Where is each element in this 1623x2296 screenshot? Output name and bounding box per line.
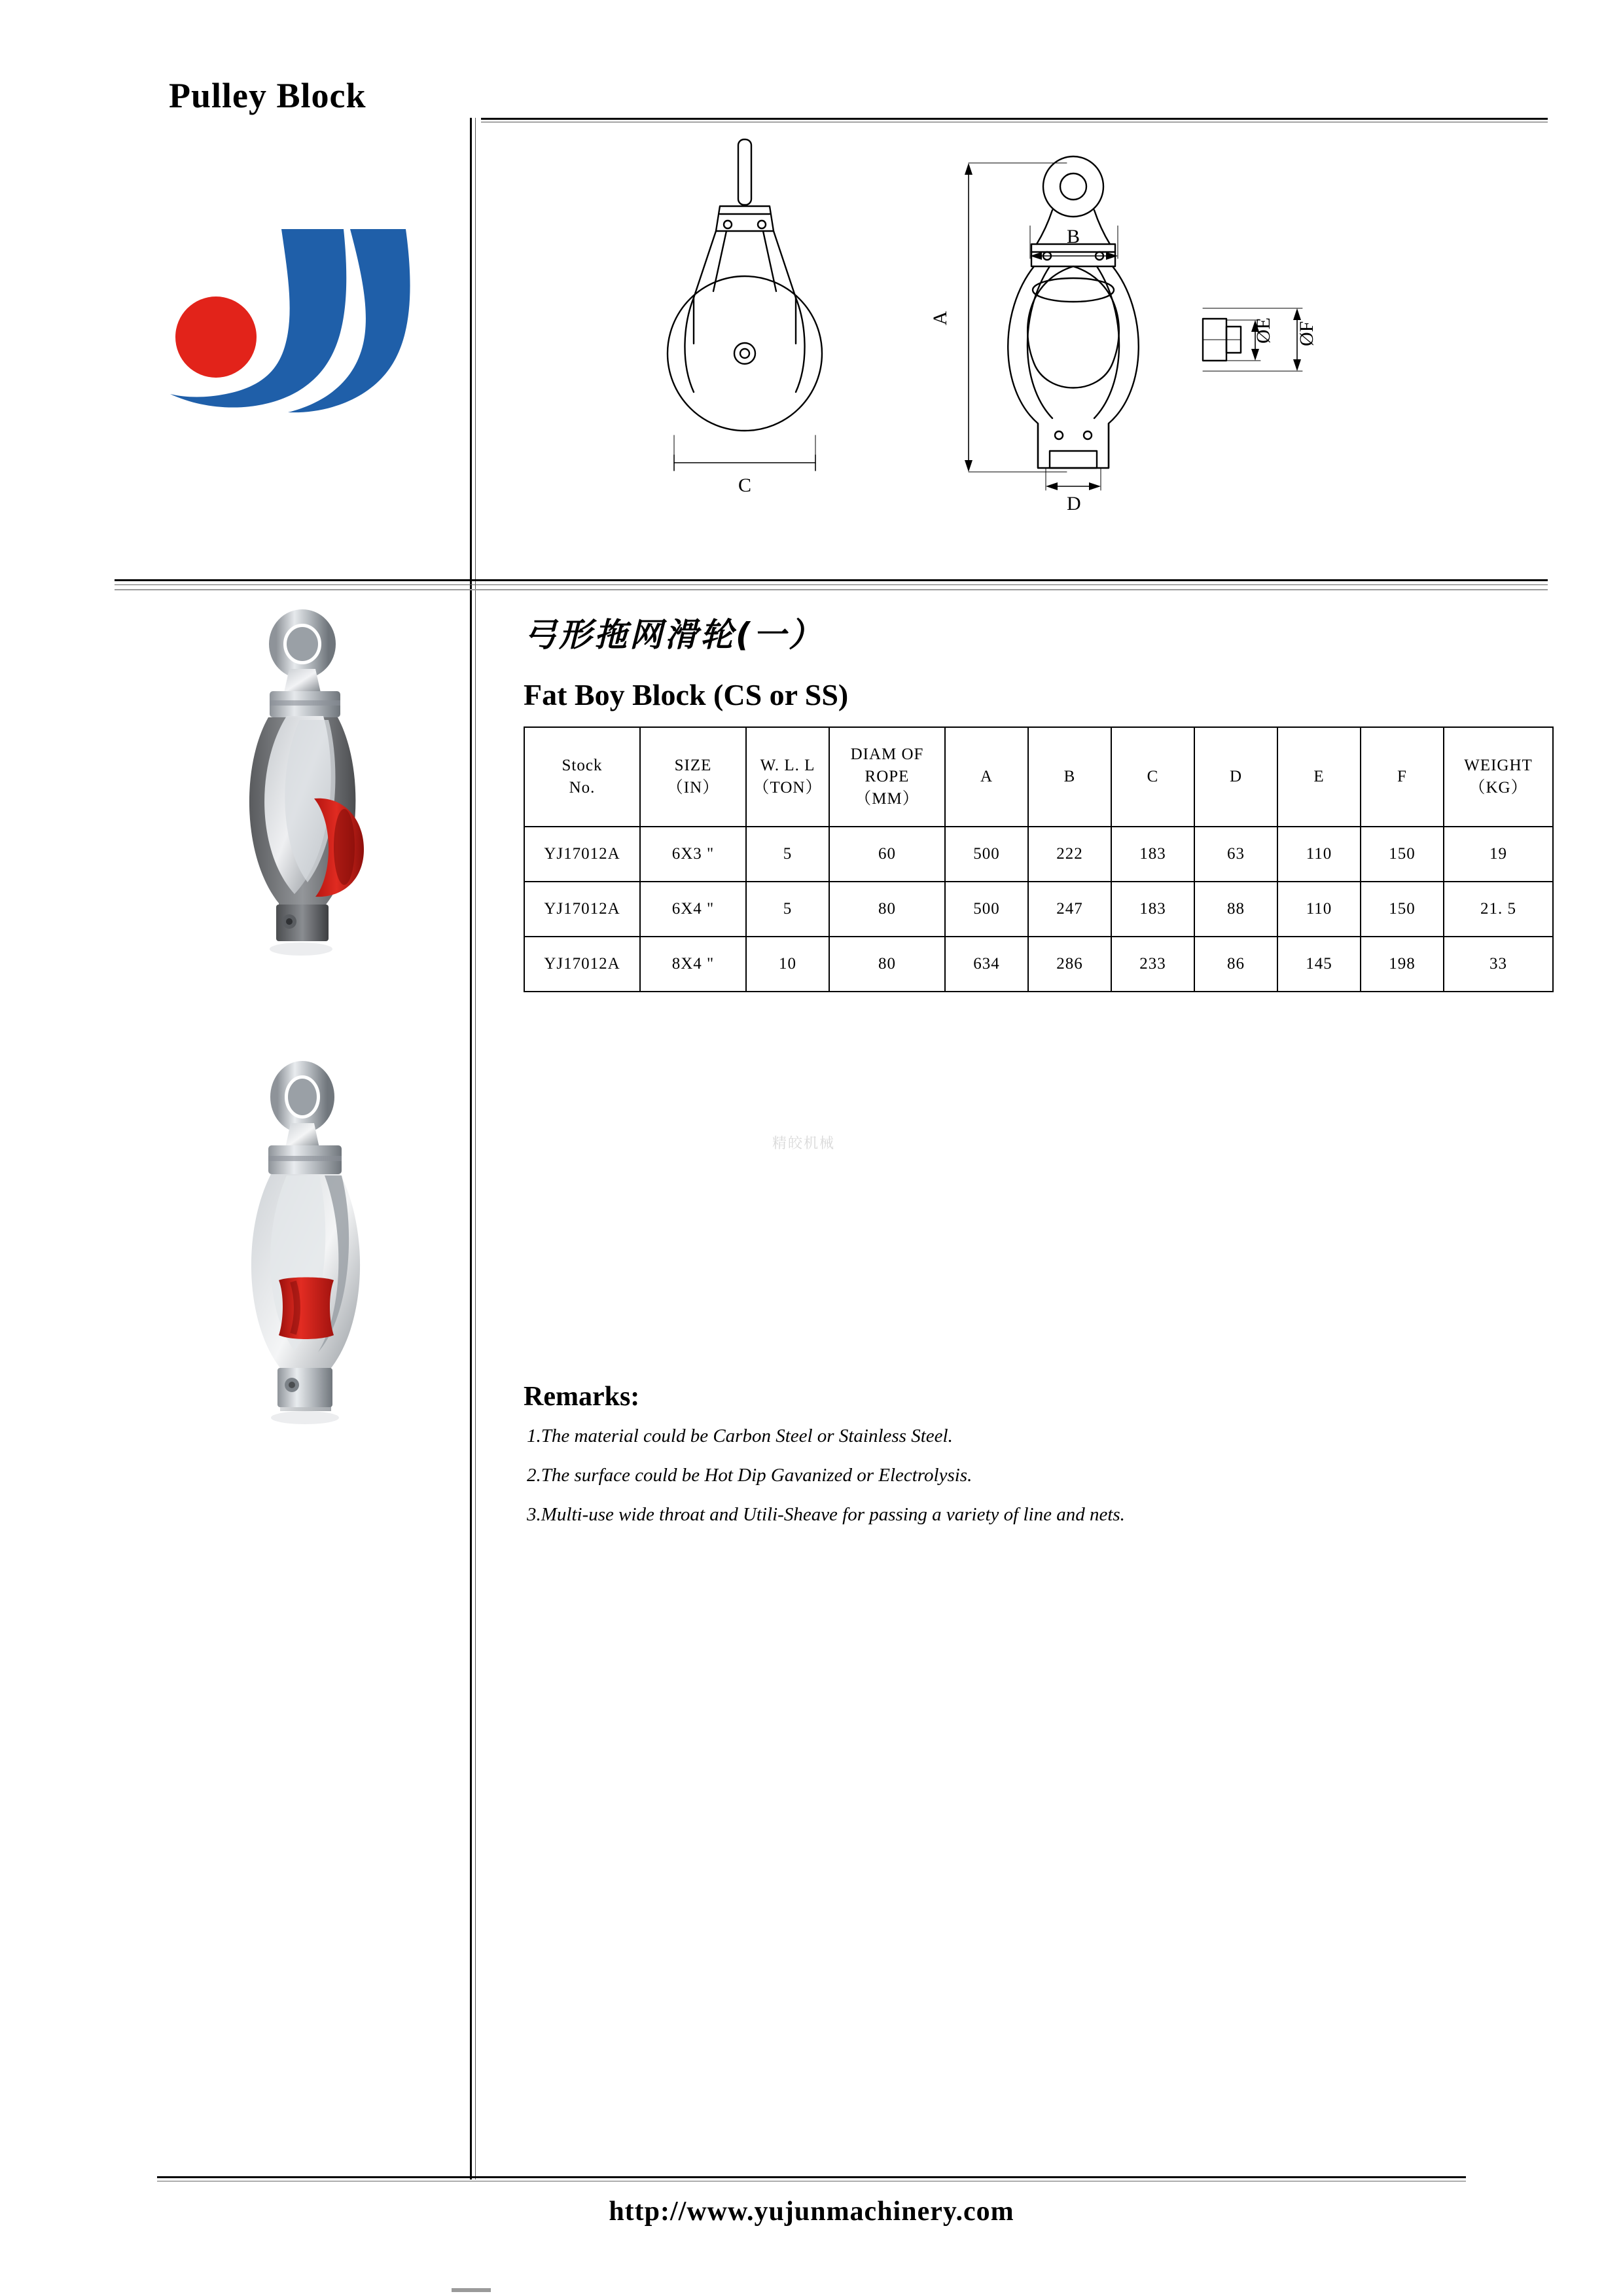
column-header-d: D <box>1194 727 1277 827</box>
cell-b: 286 <box>1028 937 1111 992</box>
cell-weight: 33 <box>1444 937 1553 992</box>
cell-c: 183 <box>1111 827 1194 882</box>
cell-f: 198 <box>1361 937 1444 992</box>
column-header-weight <box>1444 727 1553 827</box>
dim-label-a: A <box>929 311 951 325</box>
cell-stock-no: YJ17012A <box>524 937 640 992</box>
column-header-f: F <box>1361 727 1444 827</box>
header-rule <box>481 118 1548 120</box>
header-line: （TON） <box>753 779 823 797</box>
cell-wll: 5 <box>746 882 829 937</box>
table-row <box>524 882 1553 937</box>
watermark-text: 精皎机械 <box>772 1136 836 1152</box>
vertical-divider-secondary <box>475 118 476 2179</box>
pulley-block-photo-2 <box>216 1060 438 1486</box>
cell-b: 222 <box>1028 827 1111 882</box>
dim-label-e: ØE <box>1253 317 1274 344</box>
footer-rule <box>157 2176 1466 2178</box>
cell-wll: 10 <box>746 937 829 992</box>
yujun-logo-icon <box>147 216 429 432</box>
cell-e: 110 <box>1277 882 1361 937</box>
cell-diam: 60 <box>829 827 945 882</box>
product-title-chinese: 弓形拖网滑轮(一） <box>524 616 824 654</box>
remarks-heading: Remarks: <box>524 1382 640 1412</box>
footer-website-url[interactable]: http://www.yujunmachinery.com <box>609 2197 1014 2227</box>
column-header-a: A <box>945 727 1028 827</box>
table-row <box>524 827 1553 882</box>
cell-d: 86 <box>1194 937 1277 992</box>
cell-wll: 5 <box>746 827 829 882</box>
column-header-wll <box>746 727 829 827</box>
technical-drawing <box>615 128 1531 566</box>
cell-b: 247 <box>1028 882 1111 937</box>
cell-f: 150 <box>1361 882 1444 937</box>
product-photo-top <box>216 609 438 1014</box>
cell-c: 183 <box>1111 882 1194 937</box>
product-title-english: Fat Boy Block (CS or SS) <box>524 678 849 711</box>
header-line: （MM） <box>855 789 919 808</box>
cell-weight: 21. 5 <box>1444 882 1553 937</box>
cell-d: 88 <box>1194 882 1277 937</box>
dim-label-c: C <box>738 475 752 496</box>
header-line: SIZE <box>674 757 712 775</box>
section-rule-secondary <box>115 584 1548 585</box>
dim-label-f: ØF <box>1296 321 1317 346</box>
cell-size: 6X4 " <box>640 882 746 937</box>
header-line: WEIGHT <box>1464 757 1533 775</box>
header-line: （IN） <box>666 779 720 797</box>
table-row <box>524 937 1553 992</box>
table-header-row <box>524 727 1553 827</box>
column-header-diam-of-rope <box>829 727 945 827</box>
column-header-stock-no <box>524 727 640 827</box>
remark-item: 1.The material could be Carbon Steel or Stainless Steel. <box>527 1426 953 1446</box>
cell-a: 634 <box>945 937 1028 992</box>
cell-size: 6X3 " <box>640 827 746 882</box>
cell-stock-no: YJ17012A <box>524 882 640 937</box>
cell-f: 150 <box>1361 827 1444 882</box>
remark-item: 2.The surface could be Hot Dip Gavanized or Electrolysis. <box>527 1465 972 1486</box>
cell-a: 500 <box>945 882 1028 937</box>
cell-e: 110 <box>1277 827 1361 882</box>
footer-mark <box>452 2288 491 2292</box>
company-logo <box>147 216 429 432</box>
header-line: ROPE <box>865 768 910 786</box>
pulley-block-line-drawing <box>615 128 1531 566</box>
cell-diam: 80 <box>829 882 945 937</box>
remark-item: 3.Multi-use wide throat and Utili-Sheave for passing a variety of line and nets. <box>527 1504 1125 1525</box>
header-line: Stock <box>562 757 603 775</box>
header-line: No. <box>569 779 596 797</box>
column-header-b: B <box>1028 727 1111 827</box>
column-header-size <box>640 727 746 827</box>
vertical-divider <box>470 118 472 2179</box>
cell-d: 63 <box>1194 827 1277 882</box>
cell-a: 500 <box>945 827 1028 882</box>
header-line: W. L. L <box>760 757 815 775</box>
page-title: Pulley Block <box>169 76 366 115</box>
pulley-block-photo-1 <box>216 609 438 1014</box>
section-rule-tertiary <box>115 589 1548 590</box>
dim-label-d: D <box>1067 493 1081 514</box>
cell-weight: 19 <box>1444 827 1553 882</box>
column-header-e: E <box>1277 727 1361 827</box>
product-photo-bottom <box>216 1060 438 1486</box>
specification-table <box>524 726 1554 992</box>
cell-e: 145 <box>1277 937 1361 992</box>
cell-size: 8X4 " <box>640 937 746 992</box>
cell-c: 233 <box>1111 937 1194 992</box>
cell-diam: 80 <box>829 937 945 992</box>
header-line: （KG） <box>1469 779 1528 797</box>
remarks-list <box>527 1427 1443 1545</box>
header-line: DIAM OF <box>850 745 924 764</box>
cell-stock-no: YJ17012A <box>524 827 640 882</box>
column-header-c: C <box>1111 727 1194 827</box>
dim-label-b: B <box>1067 226 1080 247</box>
section-rule <box>115 579 1548 581</box>
